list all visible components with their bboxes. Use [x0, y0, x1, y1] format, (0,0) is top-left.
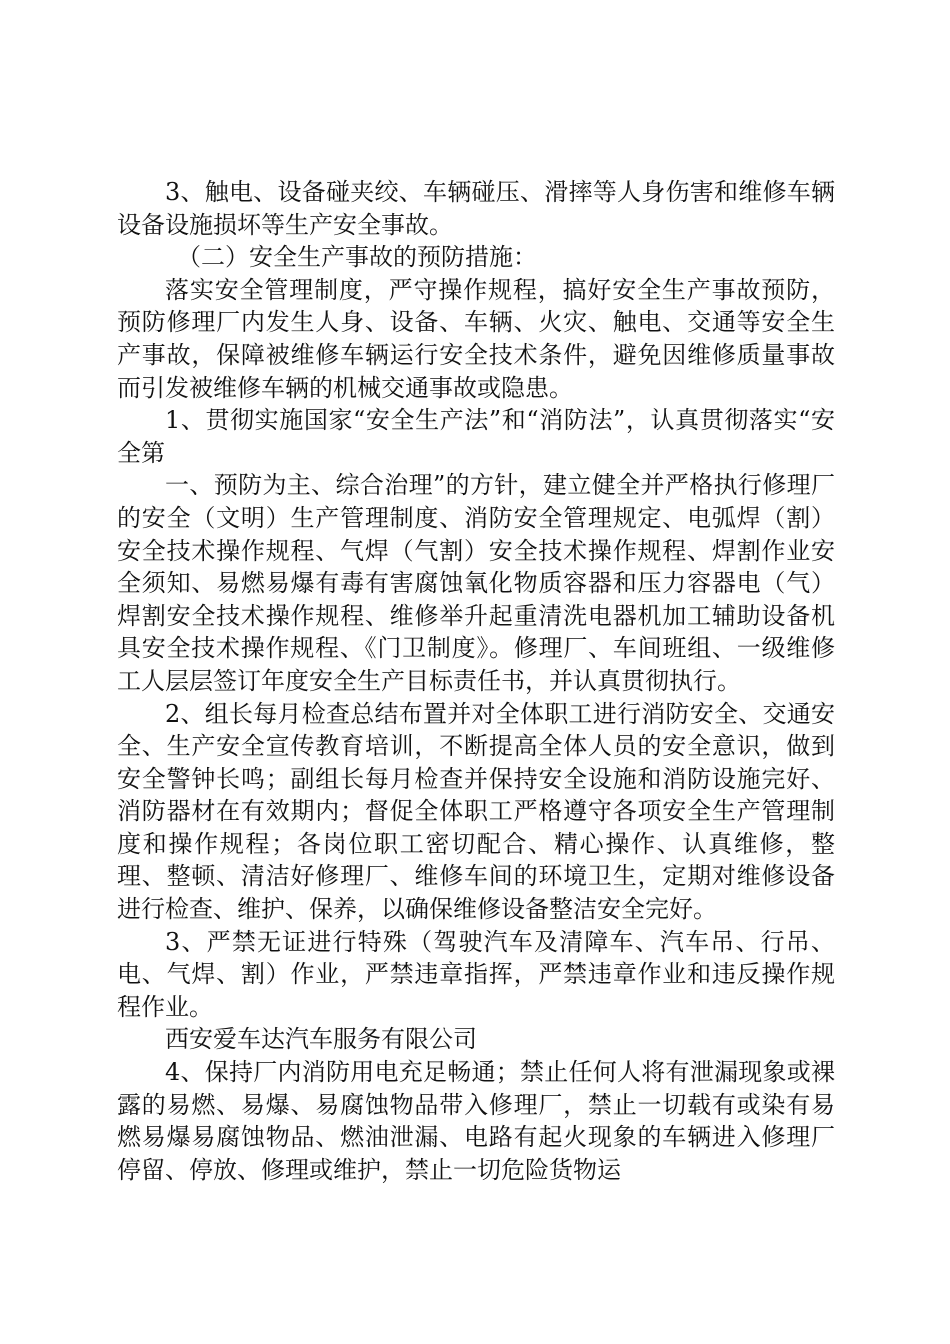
paragraph-accident-types: 3、触电、设备碰夹绞、车辆碰压、滑摔等人身伤害和维修车辆设备设施损坏等生产安全事故。: [117, 178, 835, 239]
document-body: [117, 176, 835, 1186]
paragraph-item-4: 4、保持厂内消防用电充足畅通；禁止任何人将有泄漏现象或裸露的易燃、易爆、易腐蚀物品带入修理厂，禁止一切载有或染有易燃易爆易腐蚀物品、燃油泄漏、电路有起火现象的车辆进入修理厂停留、停放、修理或维护，禁止一切危险货物运: [117, 1058, 835, 1184]
paragraph-item-1-continued: 一、预防为主、综合治理”的方针，建立健全并严格执行修理厂的安全（文明）生产管理制度、消防安全管理规定、电弧焊（割）安全技术操作规程、气焊（气割）安全技术操作规程、焊割作业安全须知、易燃易爆有毒有害腐蚀氧化物质容器和压力容器电（气）焊割安全技术操作规程、维修举升起重清洗电器机加工辅助设备机具安全技术操作规程、《门卫制度》。修理厂、车间班组、一级维修工人层层签订年度安全生产目标责任书，并认真贯彻执行。: [117, 471, 835, 695]
company-name: 西安爱车达汽车服务有限公司: [165, 1025, 477, 1054]
paragraph-item-1-start: 1、贯彻实施国家“安全生产法”和“消防法”，认真贯彻落实“安全第: [117, 406, 835, 467]
paragraph-item-2: 2、组长每月检查总结布置并对全体职工进行消防安全、交通安全、生产安全宣传教育培训，不断提高全体人员的安全意识，做到安全警钟长鸣；副组长每月检查并保持安全设施和消防设施完好、消防器材在有效期内；督促全体职工严格遵守各项安全生产管理制度和操作规程；各岗位职工密切配合、精心操作、认真维修，整理、整顿、清洁好修理厂、维修车间的环境卫生，定期对维修设备进行检查、维护、保养，以确保维修设备整洁安全完好。: [117, 699, 835, 924]
paragraph-item-3: 3、严禁无证进行特殊（驾驶汽车及清障车、汽车吊、行吊、电、气焊、割）作业，严禁违章指挥，严禁违章作业和违反操作规程作业。: [117, 927, 835, 1021]
section-heading-prevention: （二）安全生产事故的预防措施：: [177, 243, 537, 272]
paragraph-prevention-intro: 落实安全管理制度，严守操作规程，搞好安全生产事故预防，预防修理厂内发生人身、设备、车辆、火灾、触电、交通等安全生产事故，保障被维修车辆运行安全技术条件，避免因维修质量事故而引发被维修车辆的机械交通事故或隐患。: [117, 275, 835, 402]
